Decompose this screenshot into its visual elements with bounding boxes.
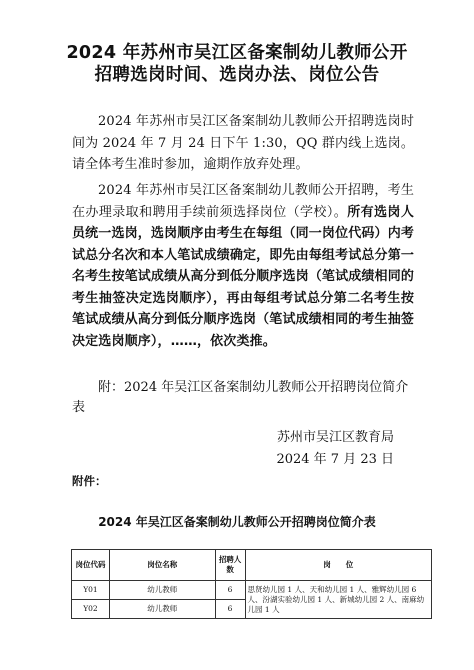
header-position-name: 岗位名称 <box>109 550 215 581</box>
cell-name: 幼儿教师 <box>109 600 215 619</box>
paragraph-selection-time: 2024 年苏州市吴江区备案制幼儿教师公开招聘选岗时间为 2024 年 7 月 24 日下午 1:30，QQ 群内线上选岗。请全体考生准时参加，逾期作放弃处理。 <box>72 114 414 172</box>
cell-count: 6 <box>215 581 245 600</box>
table-header-row <box>72 550 432 581</box>
cell-code: Y02 <box>72 600 110 619</box>
paragraph-selection-method-intro: 2024 年苏州市吴江区备案制幼儿教师公开招聘，考生在办理录取和聘用手续前须选择岗位（学校）。 <box>72 183 414 220</box>
paragraph-selection-method-rules: 所有选岗人员统一选岗，选岗顺序由考生在每组（同一岗位代码）内考试总分名次和本人笔试成绩确定，即先由每组考试总分第一名考生按笔试成绩从高分到低分顺序选岗（笔试成绩相同的考生抽签决定选岗顺序），再由每组考试总分第二名考生按笔试成绩从高分到低分顺序选岗（笔试成绩相同的考生抽签决定选岗顺序），……，依次类推。 <box>72 204 414 349</box>
paragraph-selection-method <box>72 180 414 352</box>
cell-code: Y01 <box>72 581 110 600</box>
header-position-code: 岗位代码 <box>72 550 110 581</box>
table-title: 2024 年吴江区备案制幼儿教师公开招聘岗位简介表 <box>98 515 376 529</box>
attachment-label: 附件： <box>72 474 107 488</box>
signature-date: 2024 年 7 月 23 日 <box>276 452 394 467</box>
table-row <box>72 581 432 600</box>
header-hire-count: 招聘人数 <box>215 550 245 581</box>
positions-table <box>71 549 432 619</box>
attachment-note: 附：2024 年吴江区备案制幼儿教师公开招聘岗位简介表 <box>72 380 409 415</box>
page-title-line-1: 2024 年苏州市吴江区备案制幼儿教师公开 <box>66 43 408 63</box>
header-position: 岗 位 <box>245 550 431 581</box>
cell-count: 6 <box>215 600 245 619</box>
cell-location: 思贤幼儿园 1 人、天和幼儿园 1 人、雅辉幼儿园 6 人、汾湖实验幼儿园 1 人、新城幼儿园 2 人、南麻幼儿园 1 人 <box>245 581 431 619</box>
page-title-line-2: 招聘选岗时间、选岗办法、岗位公告 <box>94 65 380 85</box>
signature-organization: 苏州市吴江区教育局 <box>276 430 394 445</box>
cell-name: 幼儿教师 <box>109 581 215 600</box>
